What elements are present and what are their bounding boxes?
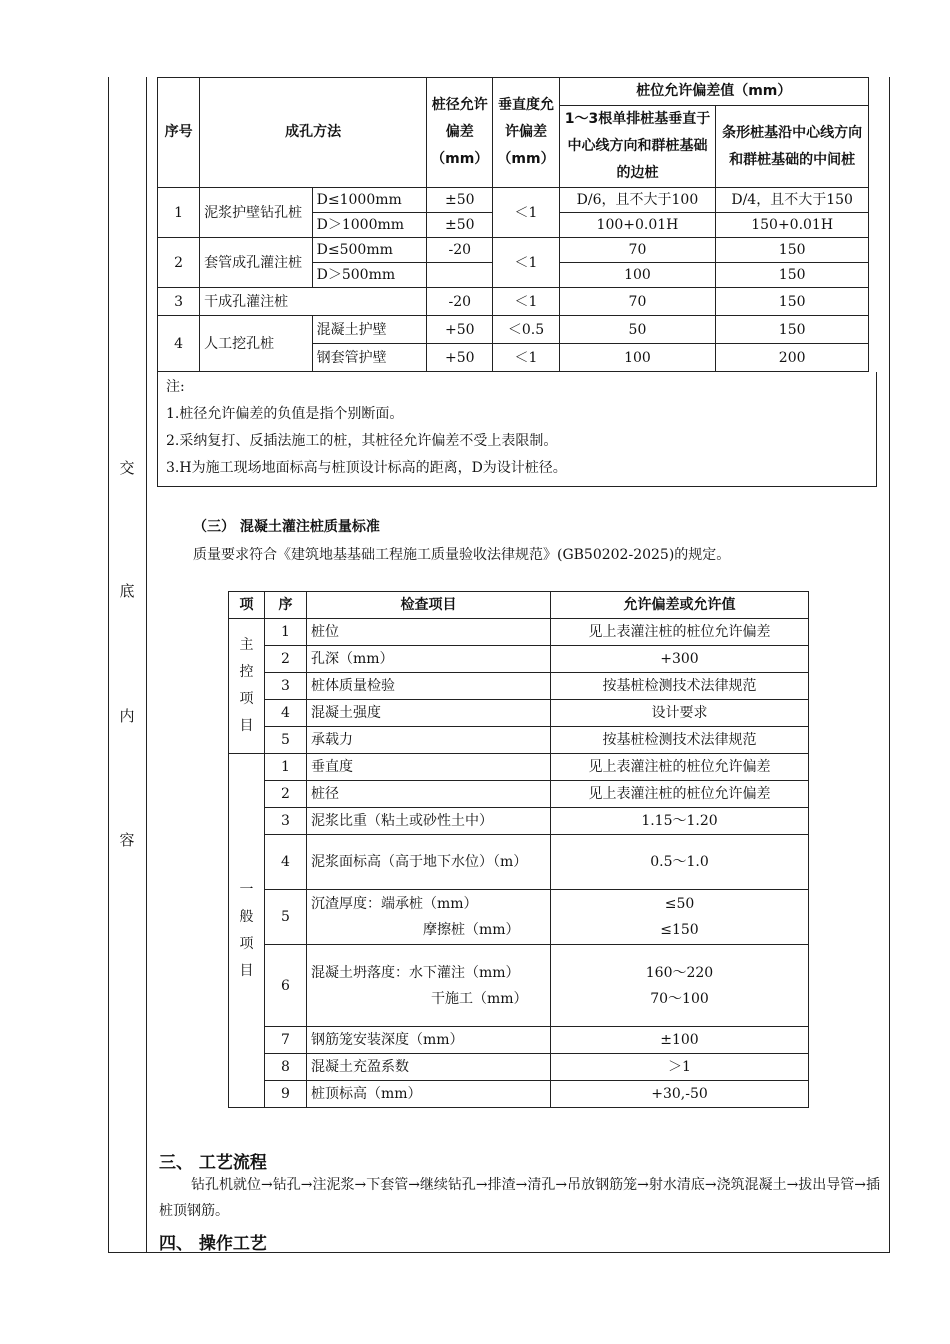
quality-standard-table (228, 591, 809, 1108)
cell-value: ＞1 (551, 1054, 809, 1081)
cell-vert: ＜0.5 (493, 316, 559, 344)
cell-seq: 8 (265, 1054, 307, 1081)
table-row (229, 1027, 809, 1054)
cell-p1: 70 (559, 238, 716, 263)
cell-dia: ±50 (427, 213, 493, 238)
cell-item (307, 890, 551, 945)
cell-value: 按基桩检测技术法律规范 (551, 673, 809, 700)
table-row (229, 1054, 809, 1081)
cell-p1: D/6，且不大于100 (559, 188, 716, 213)
cell-seq: 2 (265, 781, 307, 808)
cell-seq: 1 (158, 188, 200, 238)
section4-heading: 四、 操作工艺 (159, 1234, 267, 1254)
cell-value: 见上表灌注桩的桩位允许偏差 (551, 781, 809, 808)
cell-sub: 混凝土护壁 (312, 316, 426, 344)
table-row (229, 1081, 809, 1108)
cell-item: 桩径 (307, 781, 551, 808)
cell-value: 见上表灌注桩的桩位允许偏差 (551, 754, 809, 781)
cell-item-line: 混凝土坍落度：水下灌注（mm） (311, 964, 520, 981)
cell-item: 孔深（mm） (307, 646, 551, 673)
side-label-char: 底 (119, 582, 135, 600)
cell-dia: -20 (427, 238, 493, 263)
table-row (158, 238, 869, 263)
cell-item-line: 摩擦桩（mm） (423, 922, 520, 938)
cell-seq: 6 (265, 945, 307, 1027)
table-row (229, 700, 809, 727)
table-row (229, 890, 809, 945)
cell-seq: 4 (158, 316, 200, 372)
header-seq: 序号 (158, 78, 200, 188)
cell-seq: 2 (265, 646, 307, 673)
header-seq: 序 (265, 592, 307, 619)
cell-seq: 9 (265, 1081, 307, 1108)
cell-value: +30,-50 (551, 1081, 809, 1108)
cell-method: 人工挖孔桩 (200, 316, 312, 372)
cell-p2: 200 (716, 344, 869, 372)
table-notes (157, 372, 877, 487)
section3-heading: 三、 工艺流程 (159, 1153, 267, 1173)
group-main-label: 主 控 项 目 (229, 619, 265, 754)
cell-value (551, 945, 809, 1027)
cell-value: 按基桩检测技术法律规范 (551, 727, 809, 754)
cell-value (551, 890, 809, 945)
table-row (229, 727, 809, 754)
cell-sub: 钢套管护壁 (312, 344, 426, 372)
table-row (158, 188, 869, 213)
pile-position-tolerance-table (157, 77, 869, 372)
header-category: 项 (229, 592, 265, 619)
cell-value: 0.5～1.0 (551, 835, 809, 890)
cell-item-line: 干施工（mm） (431, 990, 528, 1007)
cell-item: 桩顶标高（mm） (307, 1081, 551, 1108)
cell-method: 干成孔灌注桩 (200, 288, 427, 316)
cell-value: +300 (551, 646, 809, 673)
cell-p2: 150+0.01H (716, 213, 869, 238)
group-general-label: 一 般 项 目 (229, 754, 265, 1108)
table-row (229, 754, 809, 781)
cell-seq: 5 (265, 890, 307, 945)
cell-vert: ＜1 (493, 188, 559, 238)
cell-item (307, 945, 551, 1027)
header-dia-tol: 桩径允许偏差（mm） (427, 78, 493, 188)
side-label-char: 内 (119, 707, 135, 725)
cell-sub: D＞500mm (312, 263, 426, 288)
cell-dia: +50 (427, 344, 493, 372)
note-line: 3.H为施工现场地面标高与桩顶设计标高的距离，D为设计桩径。 (166, 460, 567, 476)
cell-seq: 1 (265, 619, 307, 646)
cell-p2: D/4，且不大于150 (716, 188, 869, 213)
header-pos-sub1: 1～3根单排桩基垂直于中心线方向和群桩基础的边桩 (559, 106, 716, 188)
cell-value-line: 160～220 (645, 964, 714, 981)
cell-value-line: ≤150 (660, 922, 699, 938)
cell-item: 桩位 (307, 619, 551, 646)
section3-flow: 钻孔机就位→钻孔→注泥浆→下套管→继续钻孔→排渣→清孔→吊放钢筋笼→射水清底→浇筑混凝土→拔出导管→插桩顶钢筋。 (159, 1177, 881, 1219)
cell-p2: 150 (716, 238, 869, 263)
cell-dia: ±50 (427, 188, 493, 213)
cell-item: 桩体质量检验 (307, 673, 551, 700)
cell-p1: 70 (559, 288, 716, 316)
note-line: 1.桩径允许偏差的负值是指个别断面。 (166, 406, 404, 422)
side-label-char: 容 (119, 831, 135, 849)
cell-seq: 4 (265, 700, 307, 727)
cell-p1: 100 (559, 344, 716, 372)
table-row (229, 835, 809, 890)
cell-sub: D＞1000mm (312, 213, 426, 238)
cell-method: 套管成孔灌注桩 (200, 238, 312, 288)
cell-dia: -20 (427, 288, 493, 316)
cell-p2: 150 (716, 316, 869, 344)
cell-sub: D≤500mm (312, 238, 426, 263)
cell-value: 设计要求 (551, 700, 809, 727)
header-vert-tol: 垂直度允许偏差（mm） (493, 78, 559, 188)
cell-dia (427, 263, 493, 288)
cell-value-line: 70～100 (650, 990, 709, 1007)
table-row (229, 673, 809, 700)
note-line: 注: (166, 379, 185, 395)
table-row (229, 781, 809, 808)
table-row (158, 288, 869, 316)
table-row (229, 646, 809, 673)
cell-seq: 4 (265, 835, 307, 890)
section-quality-heading: （三） 混凝土灌注桩质量标准 (193, 519, 380, 535)
cell-item-line: 沉渣厚度：端承桩（mm） (311, 896, 478, 912)
table-row (229, 945, 809, 1027)
header-method: 成孔方法 (200, 78, 427, 188)
side-label-column (108, 77, 147, 1252)
header-item: 检查项目 (307, 592, 551, 619)
cell-seq: 3 (265, 808, 307, 835)
cell-item: 混凝土充盈系数 (307, 1054, 551, 1081)
cell-method: 泥浆护壁钻孔桩 (200, 188, 312, 238)
cell-item: 钢筋笼安装深度（mm） (307, 1027, 551, 1054)
cell-item: 泥浆面标高（高于地下水位）（m） (307, 835, 551, 890)
cell-value-line: ≤50 (664, 896, 695, 912)
cell-seq: 7 (265, 1027, 307, 1054)
cell-seq: 3 (158, 288, 200, 316)
cell-vert: ＜1 (493, 288, 559, 316)
cell-p1: 100+0.01H (559, 213, 716, 238)
cell-value: 见上表灌注桩的桩位允许偏差 (551, 619, 809, 646)
header-pos-tol: 桩位允许偏差值（mm） (559, 78, 868, 106)
cell-item: 混凝土强度 (307, 700, 551, 727)
cell-vert: ＜1 (493, 238, 559, 288)
cell-seq: 1 (265, 754, 307, 781)
cell-seq: 2 (158, 238, 200, 288)
table-row (229, 619, 809, 646)
cell-item: 泥浆比重（粘土或砂性土中） (307, 808, 551, 835)
side-label-char: 交 (119, 459, 135, 477)
cell-sub: D≤1000mm (312, 188, 426, 213)
table-row (229, 808, 809, 835)
header-value: 允许偏差或允许值 (551, 592, 809, 619)
cell-p2: 150 (716, 288, 869, 316)
content-area (157, 77, 879, 487)
cell-item: 垂直度 (307, 754, 551, 781)
section-quality-paragraph: 质量要求符合《建筑地基基础工程施工质量验收法律规范》(GB50202-2025)的规定。 (193, 547, 731, 563)
table-row (158, 316, 869, 344)
note-line: 2.采纳复打、反插法施工的桩，其桩径允许偏差不受上表限制。 (166, 433, 558, 449)
header-pos-sub2: 条形桩基沿中心线方向和群桩基础的中间桩 (716, 106, 869, 188)
cell-dia: +50 (427, 316, 493, 344)
cell-value: ±100 (551, 1027, 809, 1054)
cell-p1: 50 (559, 316, 716, 344)
cell-p2: 150 (716, 263, 869, 288)
cell-seq: 3 (265, 673, 307, 700)
cell-p1: 100 (559, 263, 716, 288)
cell-seq: 5 (265, 727, 307, 754)
cell-value: 1.15～1.20 (551, 808, 809, 835)
cell-item: 承载力 (307, 727, 551, 754)
cell-vert: ＜1 (493, 344, 559, 372)
